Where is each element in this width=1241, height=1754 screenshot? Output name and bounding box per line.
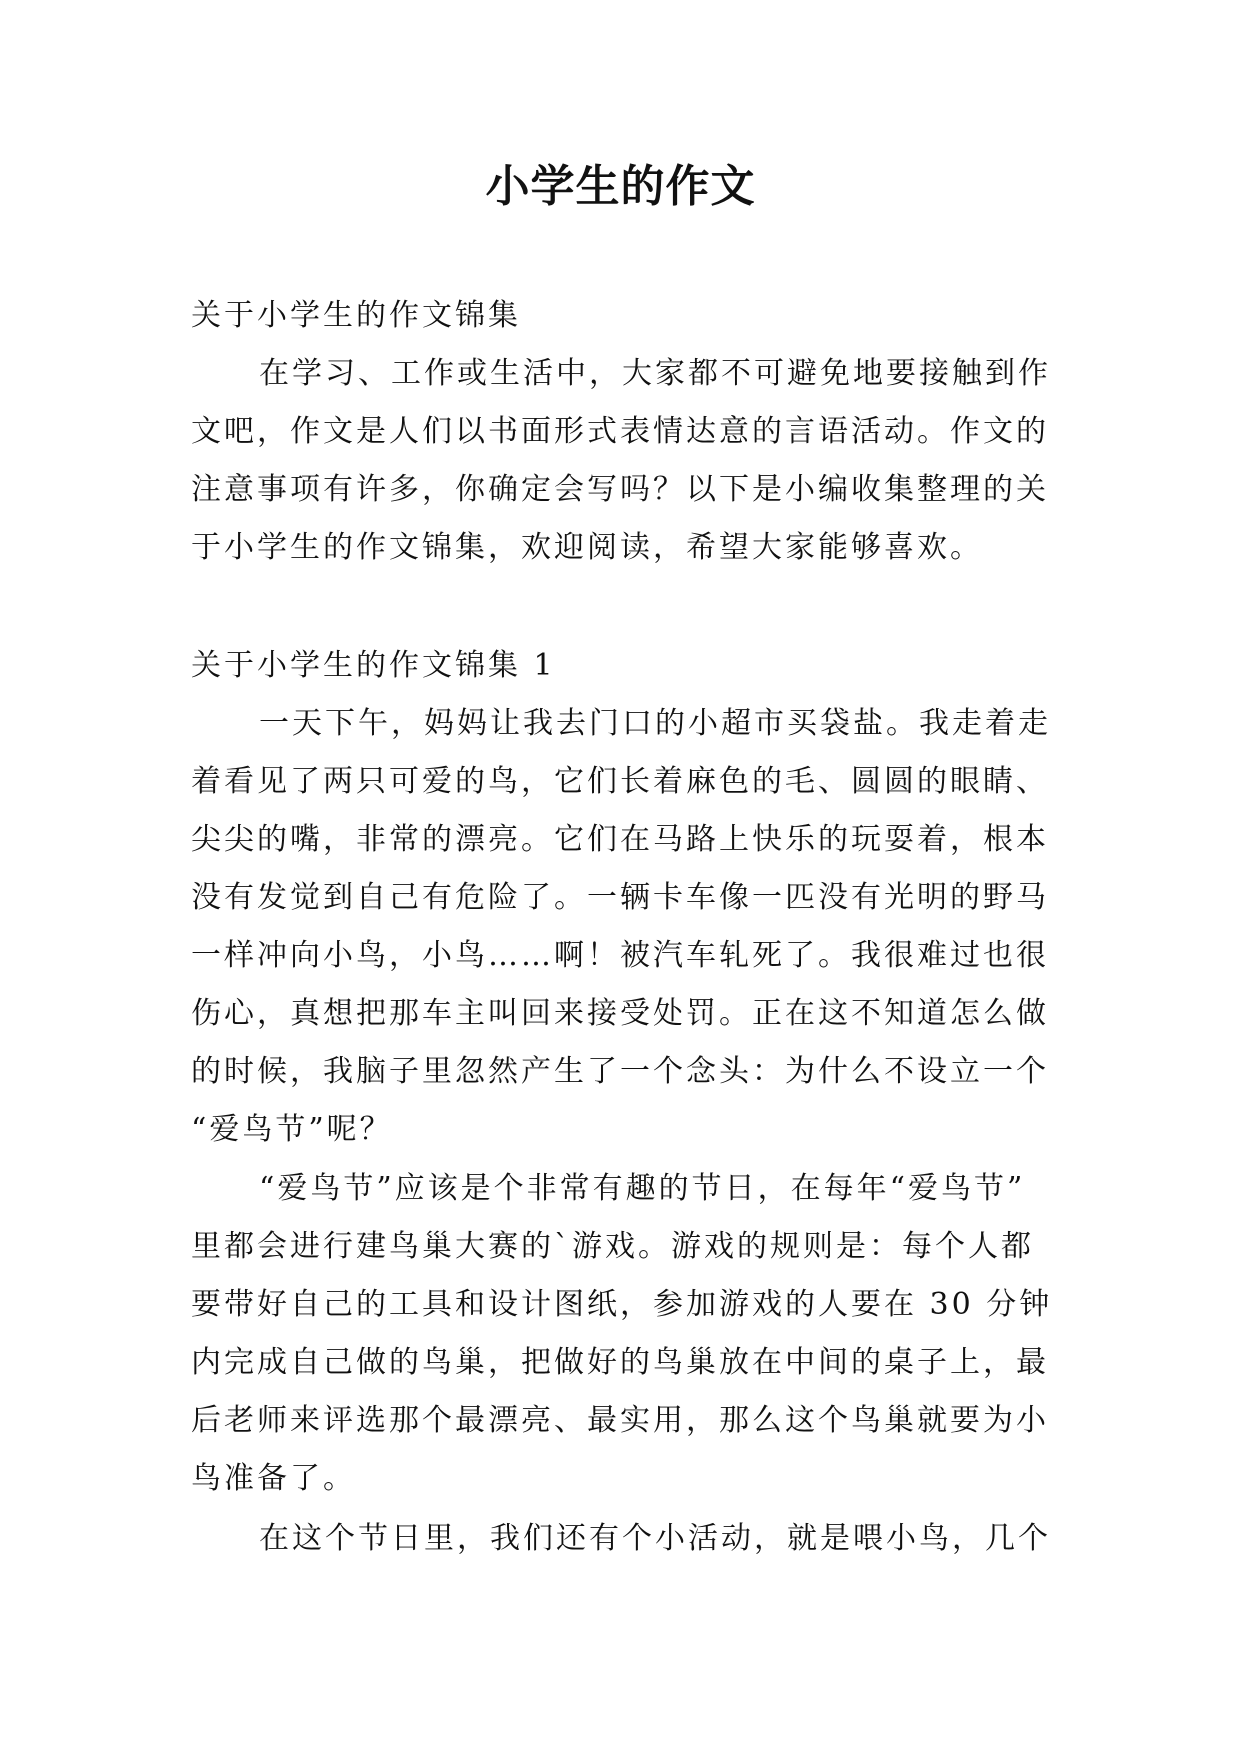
paragraph-line: 一天下午，妈妈让我去门口的小超市买袋盐。我走着走 xyxy=(259,706,1051,741)
paragraph-line: 后老师来评选那个最漂亮、最实用，那么这个鸟巢就要为小 xyxy=(191,1403,1049,1438)
paragraph-line: 鸟准备了。 xyxy=(191,1461,356,1496)
paragraph-line: 里都会进行建鸟巢大赛的`游戏。游戏的规则是：每个人都 xyxy=(191,1229,1034,1264)
intro-paragraph-line: 于小学生的作文锦集，欢迎阅读，希望大家能够喜欢。 xyxy=(191,530,983,565)
section-paragraph-3 xyxy=(191,1510,1061,1568)
intro-paragraph-line: 文吧，作文是人们以书面形式表情达意的言语活动。作文的 xyxy=(191,414,1049,449)
paragraph-line: 一样冲向小鸟，小鸟……啊！被汽车轧死了。我很难过也很 xyxy=(191,938,1049,973)
paragraph-line: 没有发觉到自己有危险了。一辆卡车像一匹没有光明的野马 xyxy=(191,880,1049,915)
section-heading-text: 关于小学生的作文锦集 1 xyxy=(191,648,556,683)
intro-paragraph-line: 在学习、工作或生活中，大家都不可避免地要接触到作 xyxy=(259,356,1051,391)
paragraph-line: 的时候，我脑子里忽然产生了一个念头：为什么不设立一个 xyxy=(191,1054,1049,1089)
paragraph-line: 尖尖的嘴，非常的漂亮。它们在马路上快乐的玩耍着，根本 xyxy=(191,822,1049,857)
paragraph-line: 着看见了两只可爱的鸟，它们长着麻色的毛、圆圆的眼睛、 xyxy=(191,764,1049,799)
document-title: 小学生的作文 xyxy=(485,161,756,212)
paragraph-line: “爱鸟节”呢？ xyxy=(191,1112,393,1147)
paragraph-line: 伤心，真想把那车主叫回来接受处罚。正在这不知道怎么做 xyxy=(191,996,1049,1031)
intro-heading-text: 关于小学生的作文锦集 xyxy=(191,298,521,333)
intro-paragraph xyxy=(191,345,1061,577)
paragraph-line: 在这个节日里，我们还有个小活动，就是喂小鸟，几个 xyxy=(259,1521,1051,1556)
intro-paragraph-line: 注意事项有许多，你确定会写吗？以下是小编收集整理的关 xyxy=(191,472,1049,507)
paragraph-line: 要带好自己的工具和设计图纸，参加游戏的人要在 30 分钟 xyxy=(191,1287,1053,1322)
section-paragraph-2 xyxy=(191,1160,1061,1508)
paragraph-line: “爱鸟节”应该是个非常有趣的节日，在每年“爱鸟节” xyxy=(259,1171,1026,1206)
section-heading xyxy=(191,637,1061,695)
section-paragraph-1 xyxy=(191,695,1061,1159)
paragraph-line: 内完成自己做的鸟巢，把做好的鸟巢放在中间的桌子上，最 xyxy=(191,1345,1049,1380)
intro-heading xyxy=(191,287,1061,345)
